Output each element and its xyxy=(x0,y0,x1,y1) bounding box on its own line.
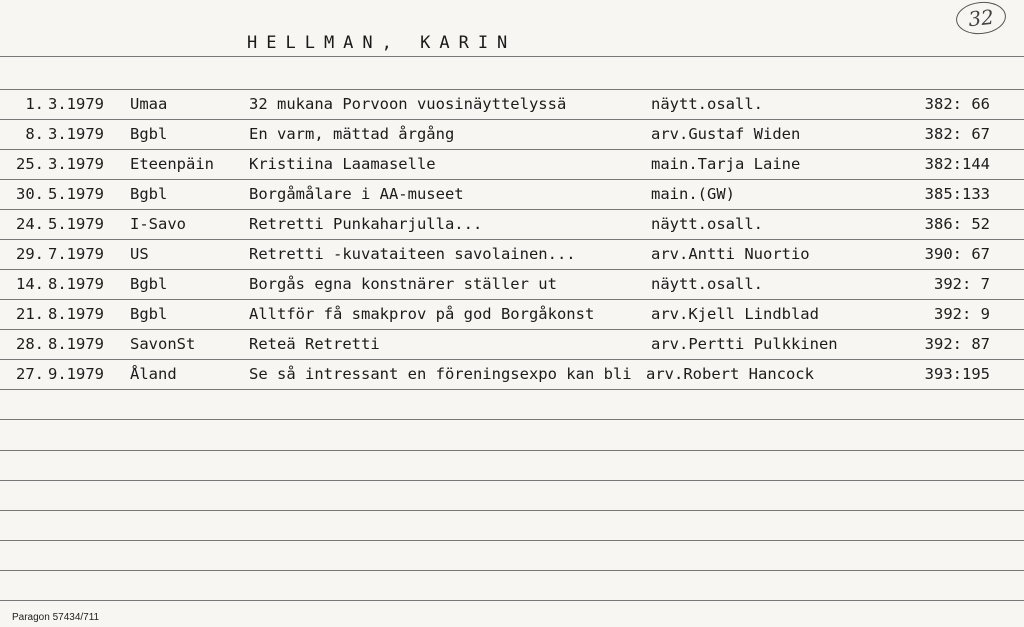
entry-day: 24. xyxy=(16,215,44,233)
entry-role: arv.Pertti Pulkkinen xyxy=(651,335,838,353)
entry-reference: 392: 87 xyxy=(924,335,990,353)
entry-row xyxy=(0,90,1024,120)
entry-day: 27. xyxy=(16,365,44,383)
entry-day: 21. xyxy=(16,305,44,323)
entry-reference: 393:195 xyxy=(924,365,990,383)
entry-date: 3.1979 xyxy=(48,155,104,173)
entry-publication: SavonSt xyxy=(130,335,196,353)
entry-reference: 392: 9 xyxy=(934,305,990,323)
entry-title: Alltför få smakprov på god Borgåkonst xyxy=(249,305,595,323)
ruled-line xyxy=(0,540,1024,541)
entry-day: 30. xyxy=(16,185,44,203)
entry-publication: Bgbl xyxy=(130,305,168,323)
entry-reference: 385:133 xyxy=(924,185,990,203)
entry-date: 5.1979 xyxy=(48,185,104,203)
entry-reference: 382:144 xyxy=(924,155,990,173)
ruled-line xyxy=(0,600,1024,601)
ruled-line xyxy=(0,480,1024,481)
ruled-line xyxy=(0,419,1024,420)
entry-role: main.(GW) xyxy=(651,185,735,203)
entry-title: Retretti -kuvataiteen savolainen... xyxy=(249,245,576,263)
printer-imprint: Paragon 57434/711 xyxy=(12,612,100,623)
entry-reference: 382: 67 xyxy=(924,125,990,143)
entry-publication: US xyxy=(130,245,149,263)
entry-row xyxy=(0,300,1024,330)
entry-title: 32 mukana Porvoon vuosinäyttelyssä xyxy=(249,95,567,113)
ruled-line xyxy=(0,570,1024,571)
entry-date: 8.1979 xyxy=(48,275,104,293)
entry-date: 7.1979 xyxy=(48,245,104,263)
entry-reference: 382: 66 xyxy=(924,95,990,113)
entry-row xyxy=(0,330,1024,360)
entry-row xyxy=(0,270,1024,300)
entry-role: arv.Kjell Lindblad xyxy=(651,305,819,323)
entry-title: En varm, mättad årgång xyxy=(249,125,455,143)
entry-row xyxy=(0,240,1024,270)
ruled-line xyxy=(0,510,1024,511)
entry-day: 28. xyxy=(16,335,44,353)
entry-date: 8.1979 xyxy=(48,335,104,353)
entry-reference: 390: 67 xyxy=(924,245,990,263)
entry-title: Reteä Retretti xyxy=(249,335,380,353)
entry-role: arv.Robert Hancock xyxy=(646,365,814,383)
entry-day: 29. xyxy=(16,245,44,263)
entry-row xyxy=(0,150,1024,180)
entry-reference: 392: 7 xyxy=(934,275,990,293)
entry-title: Retretti Punkaharjulla... xyxy=(249,215,483,233)
entry-date: 9.1979 xyxy=(48,365,104,383)
entry-date: 5.1979 xyxy=(48,215,104,233)
entry-title: Se så intressant en föreningsexpo kan bli xyxy=(249,365,632,383)
entry-day: 1. xyxy=(25,95,44,113)
ruled-line xyxy=(0,450,1024,451)
entry-title: Kristiina Laamaselle xyxy=(249,155,436,173)
entry-title: Borgåmålare i AA-museet xyxy=(249,185,464,203)
entry-role: arv.Antti Nuortio xyxy=(651,245,810,263)
entry-publication: Bgbl xyxy=(130,125,168,143)
entry-publication: Bgbl xyxy=(130,275,168,293)
person-name: HELLMAN, KARIN xyxy=(247,33,517,53)
entry-day: 25. xyxy=(16,155,44,173)
card-number: 32 xyxy=(954,0,1007,37)
entry-publication: Bgbl xyxy=(130,185,168,203)
entry-date: 3.1979 xyxy=(48,95,104,113)
entry-day: 8. xyxy=(25,125,44,143)
entry-role: näytt.osall. xyxy=(651,215,763,233)
entry-publication: I-Savo xyxy=(130,215,186,233)
entry-row xyxy=(0,210,1024,240)
entry-role: näytt.osall. xyxy=(651,275,763,293)
entry-date: 8.1979 xyxy=(48,305,104,323)
ruled-line xyxy=(0,56,1024,57)
entry-role: arv.Gustaf Widen xyxy=(651,125,801,143)
entry-row xyxy=(0,360,1024,390)
entry-publication: Åland xyxy=(130,365,177,383)
entry-publication: Eteenpäin xyxy=(130,155,214,173)
entry-reference: 386: 52 xyxy=(924,215,990,233)
entry-row xyxy=(0,180,1024,210)
entry-day: 14. xyxy=(16,275,44,293)
entry-role: main.Tarja Laine xyxy=(651,155,801,173)
entry-role: näytt.osall. xyxy=(651,95,763,113)
entry-row xyxy=(0,120,1024,150)
entry-title: Borgås egna konstnärer ställer ut xyxy=(249,275,557,293)
entry-date: 3.1979 xyxy=(48,125,104,143)
entry-publication: Umaa xyxy=(130,95,168,113)
